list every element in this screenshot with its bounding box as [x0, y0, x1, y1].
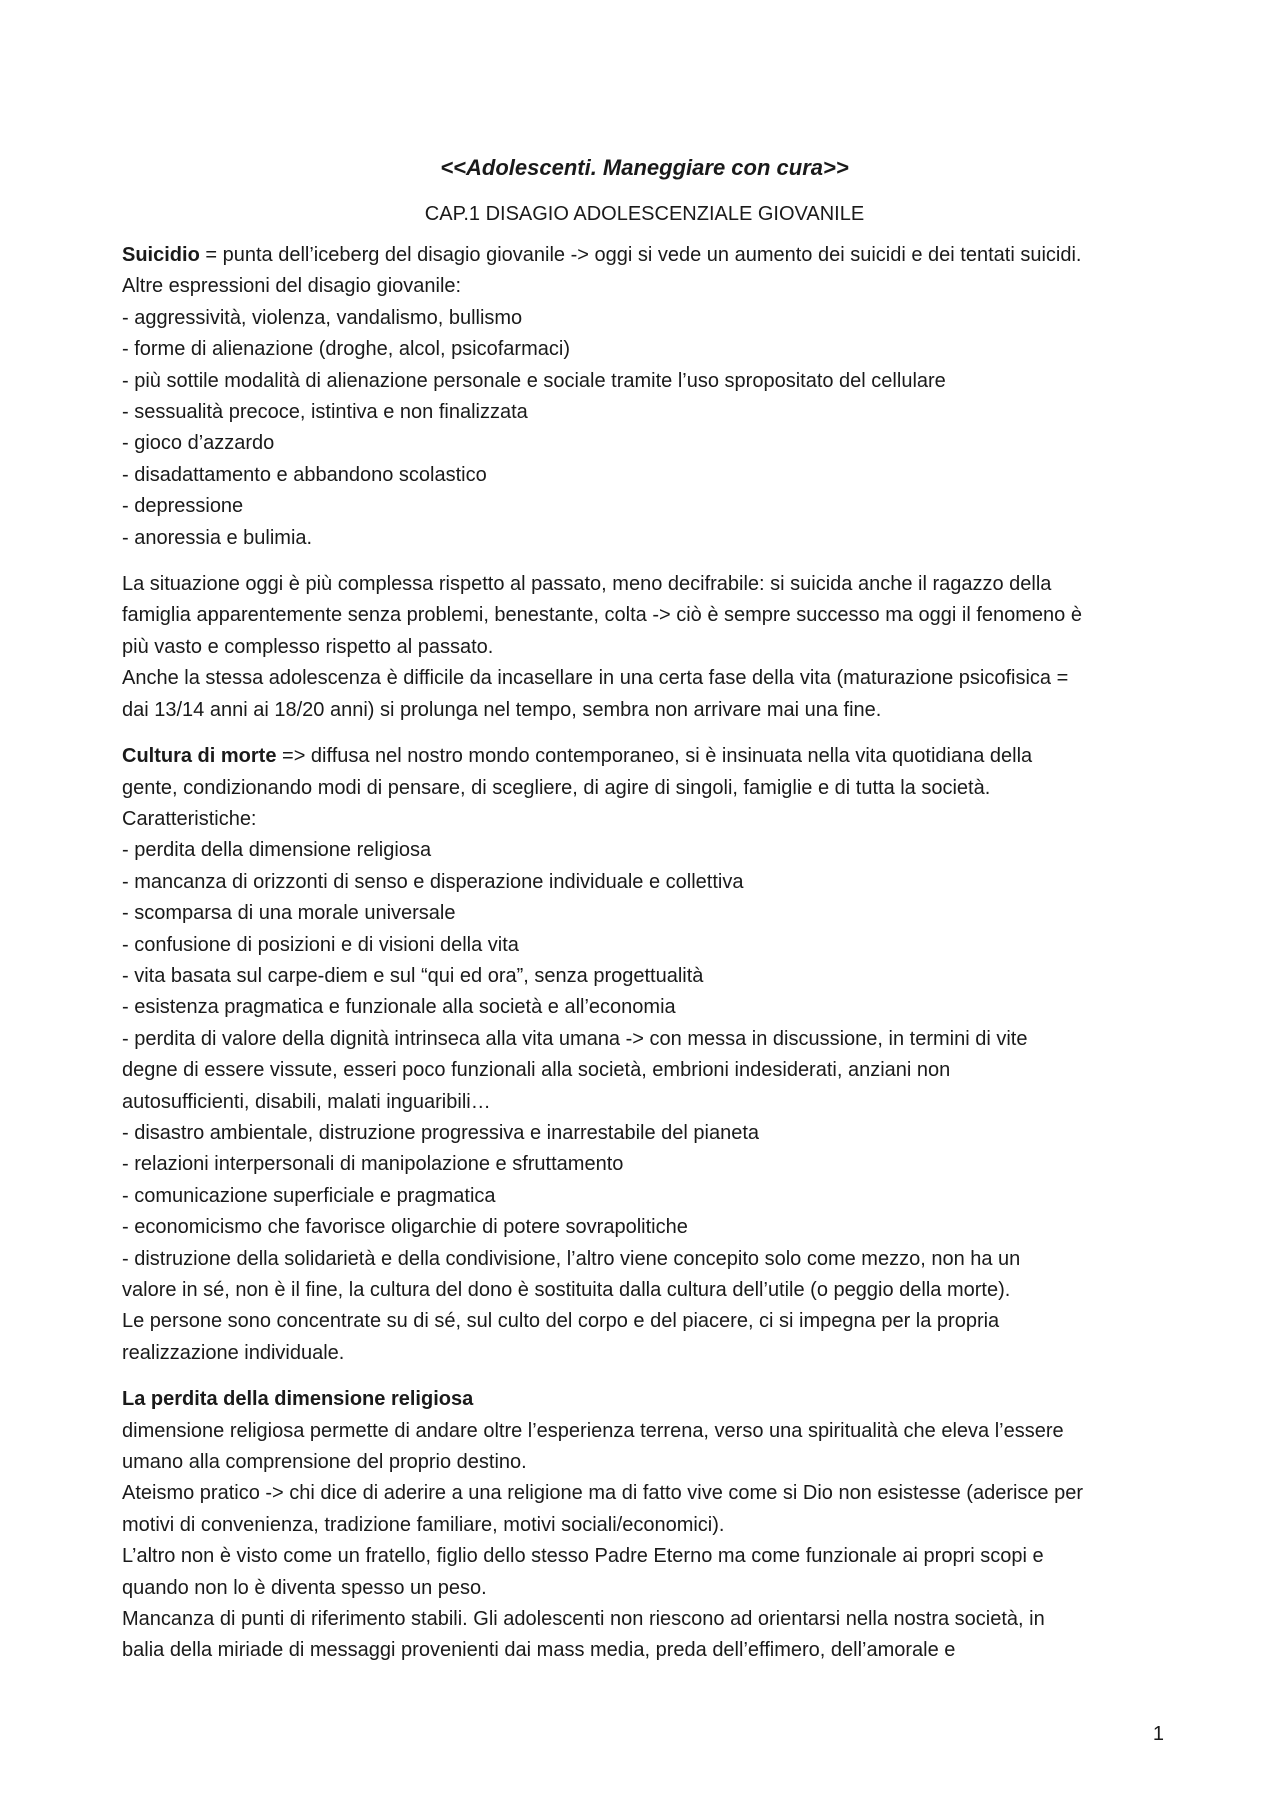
- text-run: = punta dell’iceberg del disagio giovanile -> oggi si vede un aumento dei suicidi e dei tentati suicidi.: [199, 244, 1082, 266]
- text-line: Le persone sono concentrate su di sé, sul culto del corpo e del piacere, ci si impegna per la propria: [122, 1310, 1000, 1333]
- list-item: - anoressia e bulimia.: [122, 526, 313, 549]
- list-item: - mancanza di orizzonti di senso e disperazione individuale e collettiva: [122, 870, 744, 893]
- text-line: [122, 240, 1167, 271]
- section-heading-text: La perdita della dimensione religiosa: [122, 1388, 474, 1411]
- text-line: Anche la stessa adolescenza è difficile da incasellare in una certa fase della vita (maturazione psicofisica =: [122, 667, 1069, 690]
- text-line: famiglia apparentemente senza problemi, benestante, colta -> ciò è sempre successo ma oggi il fenomeno è: [122, 604, 1082, 627]
- list-item: - esistenza pragmatica e funzionale alla società e all’economia: [122, 996, 676, 1019]
- section-heading: [122, 1384, 1167, 1415]
- text-line: umano alla comprensione del proprio destino.: [122, 1451, 527, 1474]
- list-item: - forme di alienazione (droghe, alcol, psicofarmaci): [122, 338, 570, 361]
- text-line: dimensione religiosa permette di andare oltre l’esperienza terrena, verso una spiritualità che eleva l’essere: [122, 1419, 1064, 1442]
- paragraph-religious-dimension: [122, 1384, 1167, 1667]
- page-content: [122, 152, 1167, 1682]
- list-item: - perdita della dimensione religiosa: [122, 839, 432, 862]
- text-line: autosufficienti, disabili, malati inguaribili…: [122, 1090, 491, 1113]
- list-item: - disastro ambientale, distruzione progressiva e inarrestabile del pianeta: [122, 1121, 760, 1144]
- text-line: Caratteristiche:: [122, 807, 257, 830]
- text-line: dai 13/14 anni ai 18/20 anni) si prolunga nel tempo, sembra non arrivare mai una fine.: [122, 698, 882, 721]
- list-item: - scomparsa di una morale universale: [122, 902, 456, 925]
- text-run: => diffusa nel nostro mondo contemporaneo, si è insinuata nella vita quotidiana della: [276, 745, 1033, 768]
- document-title: <<Adolescenti. Maneggiare con cura>>: [440, 155, 849, 180]
- text-line: realizzazione individuale.: [122, 1341, 345, 1364]
- list-item: - aggressività, violenza, vandalismo, bullismo: [122, 306, 523, 329]
- text-line: quando non lo è diventa spesso un peso.: [122, 1576, 487, 1599]
- list-item: - vita basata sul carpe-diem e sul “qui ed ora”, senza progettualità: [122, 964, 704, 987]
- list-item: - relazioni interpersonali di manipolazione e sfruttamento: [122, 1153, 624, 1176]
- text-line: Altre espressioni del disagio giovanile:: [122, 275, 462, 298]
- paragraph-suicide: [122, 240, 1167, 554]
- list-item: - perdita di valore della dignità intrinseca alla vita umana -> con messa in discussione, in termini di vite: [122, 1027, 1028, 1050]
- list-item: - economicismo che favorisce oligarchie di potere sovrapolitiche: [122, 1216, 688, 1239]
- text-line: La situazione oggi è più complessa rispetto al passato, meno decifrabile: si suicida anche il ragazzo della: [122, 573, 1052, 596]
- bold-term: Suicidio: [122, 244, 200, 266]
- list-item: - disadattamento e abbandono scolastico: [122, 463, 487, 486]
- list-item: - più sottile modalità di alienazione personale e sociale tramite l’uso spropositato del cellulare: [122, 369, 946, 392]
- list-item: - distruzione della solidarietà e della condivisione, l’altro viene concepito solo come mezzo, non ha un: [122, 1247, 1021, 1270]
- text-line: più vasto e complesso rispetto al passato.: [122, 635, 494, 658]
- list-item: - sessualità precoce, istintiva e non finalizzata: [122, 401, 528, 424]
- text-line: Ateismo pratico -> chi dice di aderire a una religione ma di fatto vive come si Dio non esistesse (aderisce per: [122, 1482, 1084, 1505]
- text-line: valore in sé, non è il fine, la cultura del dono è sostituita dalla cultura dell’utile (o peggio della morte).: [122, 1279, 1011, 1301]
- text-line: Mancanza di punti di riferimento stabili. Gli adolescenti non riescono ad orientarsi nella nostra società, in: [122, 1608, 1045, 1631]
- list-item: - depressione: [122, 495, 244, 518]
- bold-term: Cultura di morte: [122, 745, 277, 768]
- list-item: - gioco d’azzardo: [122, 432, 275, 455]
- text-line: balia della miriade di messaggi provenienti dai mass media, preda dell’effimero, dell’amorale e: [122, 1639, 956, 1662]
- list-item: - confusione di posizioni e di visioni della vita: [122, 933, 519, 956]
- text-line: gente, condizionando modi di pensare, di scegliere, di agire di singoli, famiglie e di tutta la società.: [122, 776, 991, 799]
- text-line: degne di essere vissute, esseri poco funzionali alla società, embrioni indesiderati, anziani non: [122, 1059, 951, 1082]
- list-item: - comunicazione superficiale e pragmatica: [122, 1184, 496, 1207]
- paragraph-culture-of-death: [122, 741, 1167, 1369]
- text-line: [122, 741, 1167, 772]
- paragraph-situation: [122, 569, 1167, 726]
- chapter-heading: CAP.1 DISAGIO ADOLESCENZIALE GIOVANILE: [424, 203, 865, 225]
- text-line: motivi di convenienza, tradizione familiare, motivi sociali/economici).: [122, 1513, 725, 1536]
- page-number: 1: [1152, 1723, 1164, 1745]
- text-line: L’altro non è visto come un fratello, figlio dello stesso Padre Eterno ma come funzionale ai propri scopi e: [122, 1545, 1044, 1568]
